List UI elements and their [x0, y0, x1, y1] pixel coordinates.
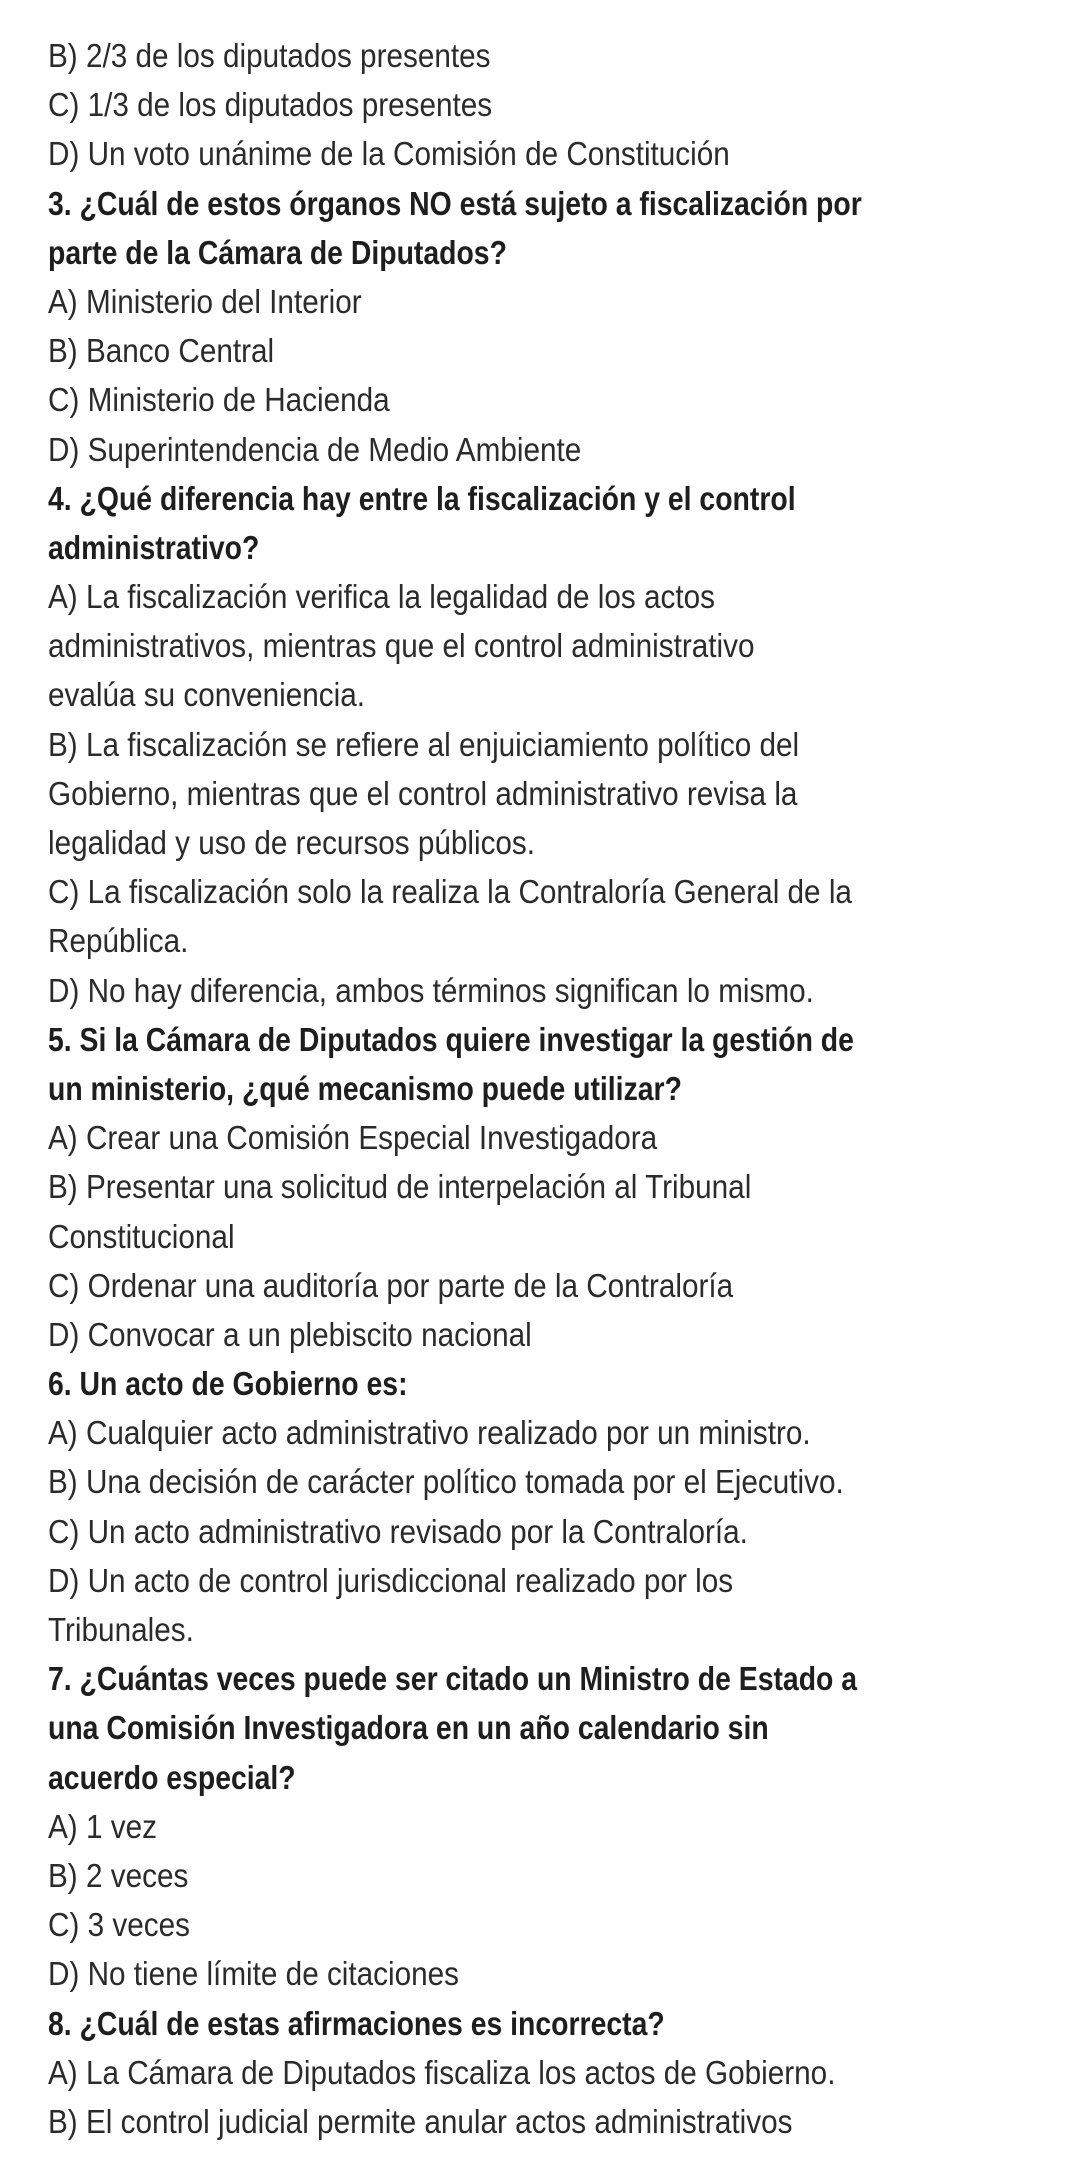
option-4a-line-3: evalúa su conveniencia.: [48, 676, 366, 714]
option-7a: A) 1 vez: [48, 1807, 157, 1845]
option-6c: C) Un acto administrativo revisado por la Contraloría.: [48, 1512, 748, 1550]
option-2b: B) 2/3 de los diputados presentes: [48, 37, 491, 74]
question-7: [48, 1654, 1048, 1998]
option-4b-line-1: B) La fiscalización se refiere al enjuiciamiento político del: [48, 725, 800, 763]
question-4-text-line-2: administrativo?: [48, 528, 260, 566]
question-5-text-line-1: 5. Si la Cámara de Diputados quiere investigar la gestión de: [48, 1020, 854, 1058]
option-7b: B) 2 veces: [48, 1856, 189, 1894]
question-7-text-line-1: 7. ¿Cuántas veces puede ser citado un Ministro de Estado a: [48, 1660, 858, 1698]
option-5c: C) Ordenar una auditoría por parte de la Contraloría: [48, 1266, 734, 1304]
option-8a: A) La Cámara de Diputados fiscaliza los actos de Gobierno.: [48, 2053, 836, 2091]
option-4b-line-2: Gobierno, mientras que el control administrativo revisa la: [48, 774, 798, 812]
option-7d: D) No tiene límite de citaciones: [48, 1955, 460, 1993]
option-5a: A) Crear una Comisión Especial Investigadora: [48, 1119, 658, 1157]
question-6: [48, 1359, 1048, 1654]
quiz-document: [48, 31, 1048, 2146]
option-3a: A) Ministerio del Interior: [48, 282, 362, 320]
question-3-text-line-2: parte de la Cámara de Diputados?: [48, 233, 507, 271]
option-6b: B) Una decisión de carácter político tomada por el Ejecutivo.: [48, 1463, 844, 1501]
option-4d: D) No hay diferencia, ambos términos significan lo mismo.: [48, 971, 814, 1009]
question-7-text-line-3: acuerdo especial?: [48, 1758, 296, 1796]
question-8: [48, 1999, 1048, 2147]
option-3c: C) Ministerio de Hacienda: [48, 381, 390, 419]
option-4b-line-3: legalidad y uso de recursos públicos.: [48, 824, 536, 861]
option-2d: D) Un voto unánime de la Comisión de Constitución: [48, 135, 730, 173]
question-2-options-continuation: [48, 31, 1048, 179]
option-6d-line-1: D) Un acto de control jurisdiccional realizado por los: [48, 1561, 734, 1599]
option-4c-line-1: C) La fiscalización solo la realiza la Contraloría General de la: [48, 873, 852, 911]
option-4a-line-1: A) La fiscalización verifica la legalidad de los actos: [48, 578, 715, 616]
option-4c-line-2: República.: [48, 922, 189, 960]
option-6a: A) Cualquier acto administrativo realizado por un ministro.: [48, 1414, 811, 1452]
option-3d: D) Superintendencia de Medio Ambiente: [48, 430, 582, 468]
option-7c: C) 3 veces: [48, 1906, 190, 1944]
option-5b-line-2: Constitucional: [48, 1217, 235, 1255]
option-6d-line-2: Tribunales.: [48, 1611, 194, 1648]
option-4a-line-2: administrativos, mientras que el control administrativo: [48, 627, 755, 665]
question-6-text: 6. Un acto de Gobierno es:: [48, 1365, 408, 1403]
option-8b: B) El control judicial permite anular actos administrativos: [48, 2102, 793, 2140]
option-2c: C) 1/3 de los diputados presentes: [48, 86, 493, 124]
question-8-text: 8. ¿Cuál de estas afirmaciones es incorrecta?: [48, 2004, 665, 2042]
question-7-text-line-2: una Comisión Investigadora en un año calendario sin: [48, 1709, 769, 1747]
question-5-text-line-2: un ministerio, ¿qué mecanismo puede utilizar?: [48, 1069, 682, 1107]
question-4-text-line-1: 4. ¿Qué diferencia hay entre la fiscalización y el control: [48, 479, 796, 517]
option-5b-line-1: B) Presentar una solicitud de interpelación al Tribunal: [48, 1168, 752, 1206]
question-5: [48, 1015, 1048, 1359]
question-4: [48, 474, 1048, 1015]
option-3b: B) Banco Central: [48, 332, 275, 370]
option-5d: D) Convocar a un plebiscito nacional: [48, 1315, 532, 1353]
question-3-text-line-1: 3. ¿Cuál de estos órganos NO está sujeto a fiscalización por: [48, 184, 862, 222]
question-3: [48, 179, 1048, 474]
